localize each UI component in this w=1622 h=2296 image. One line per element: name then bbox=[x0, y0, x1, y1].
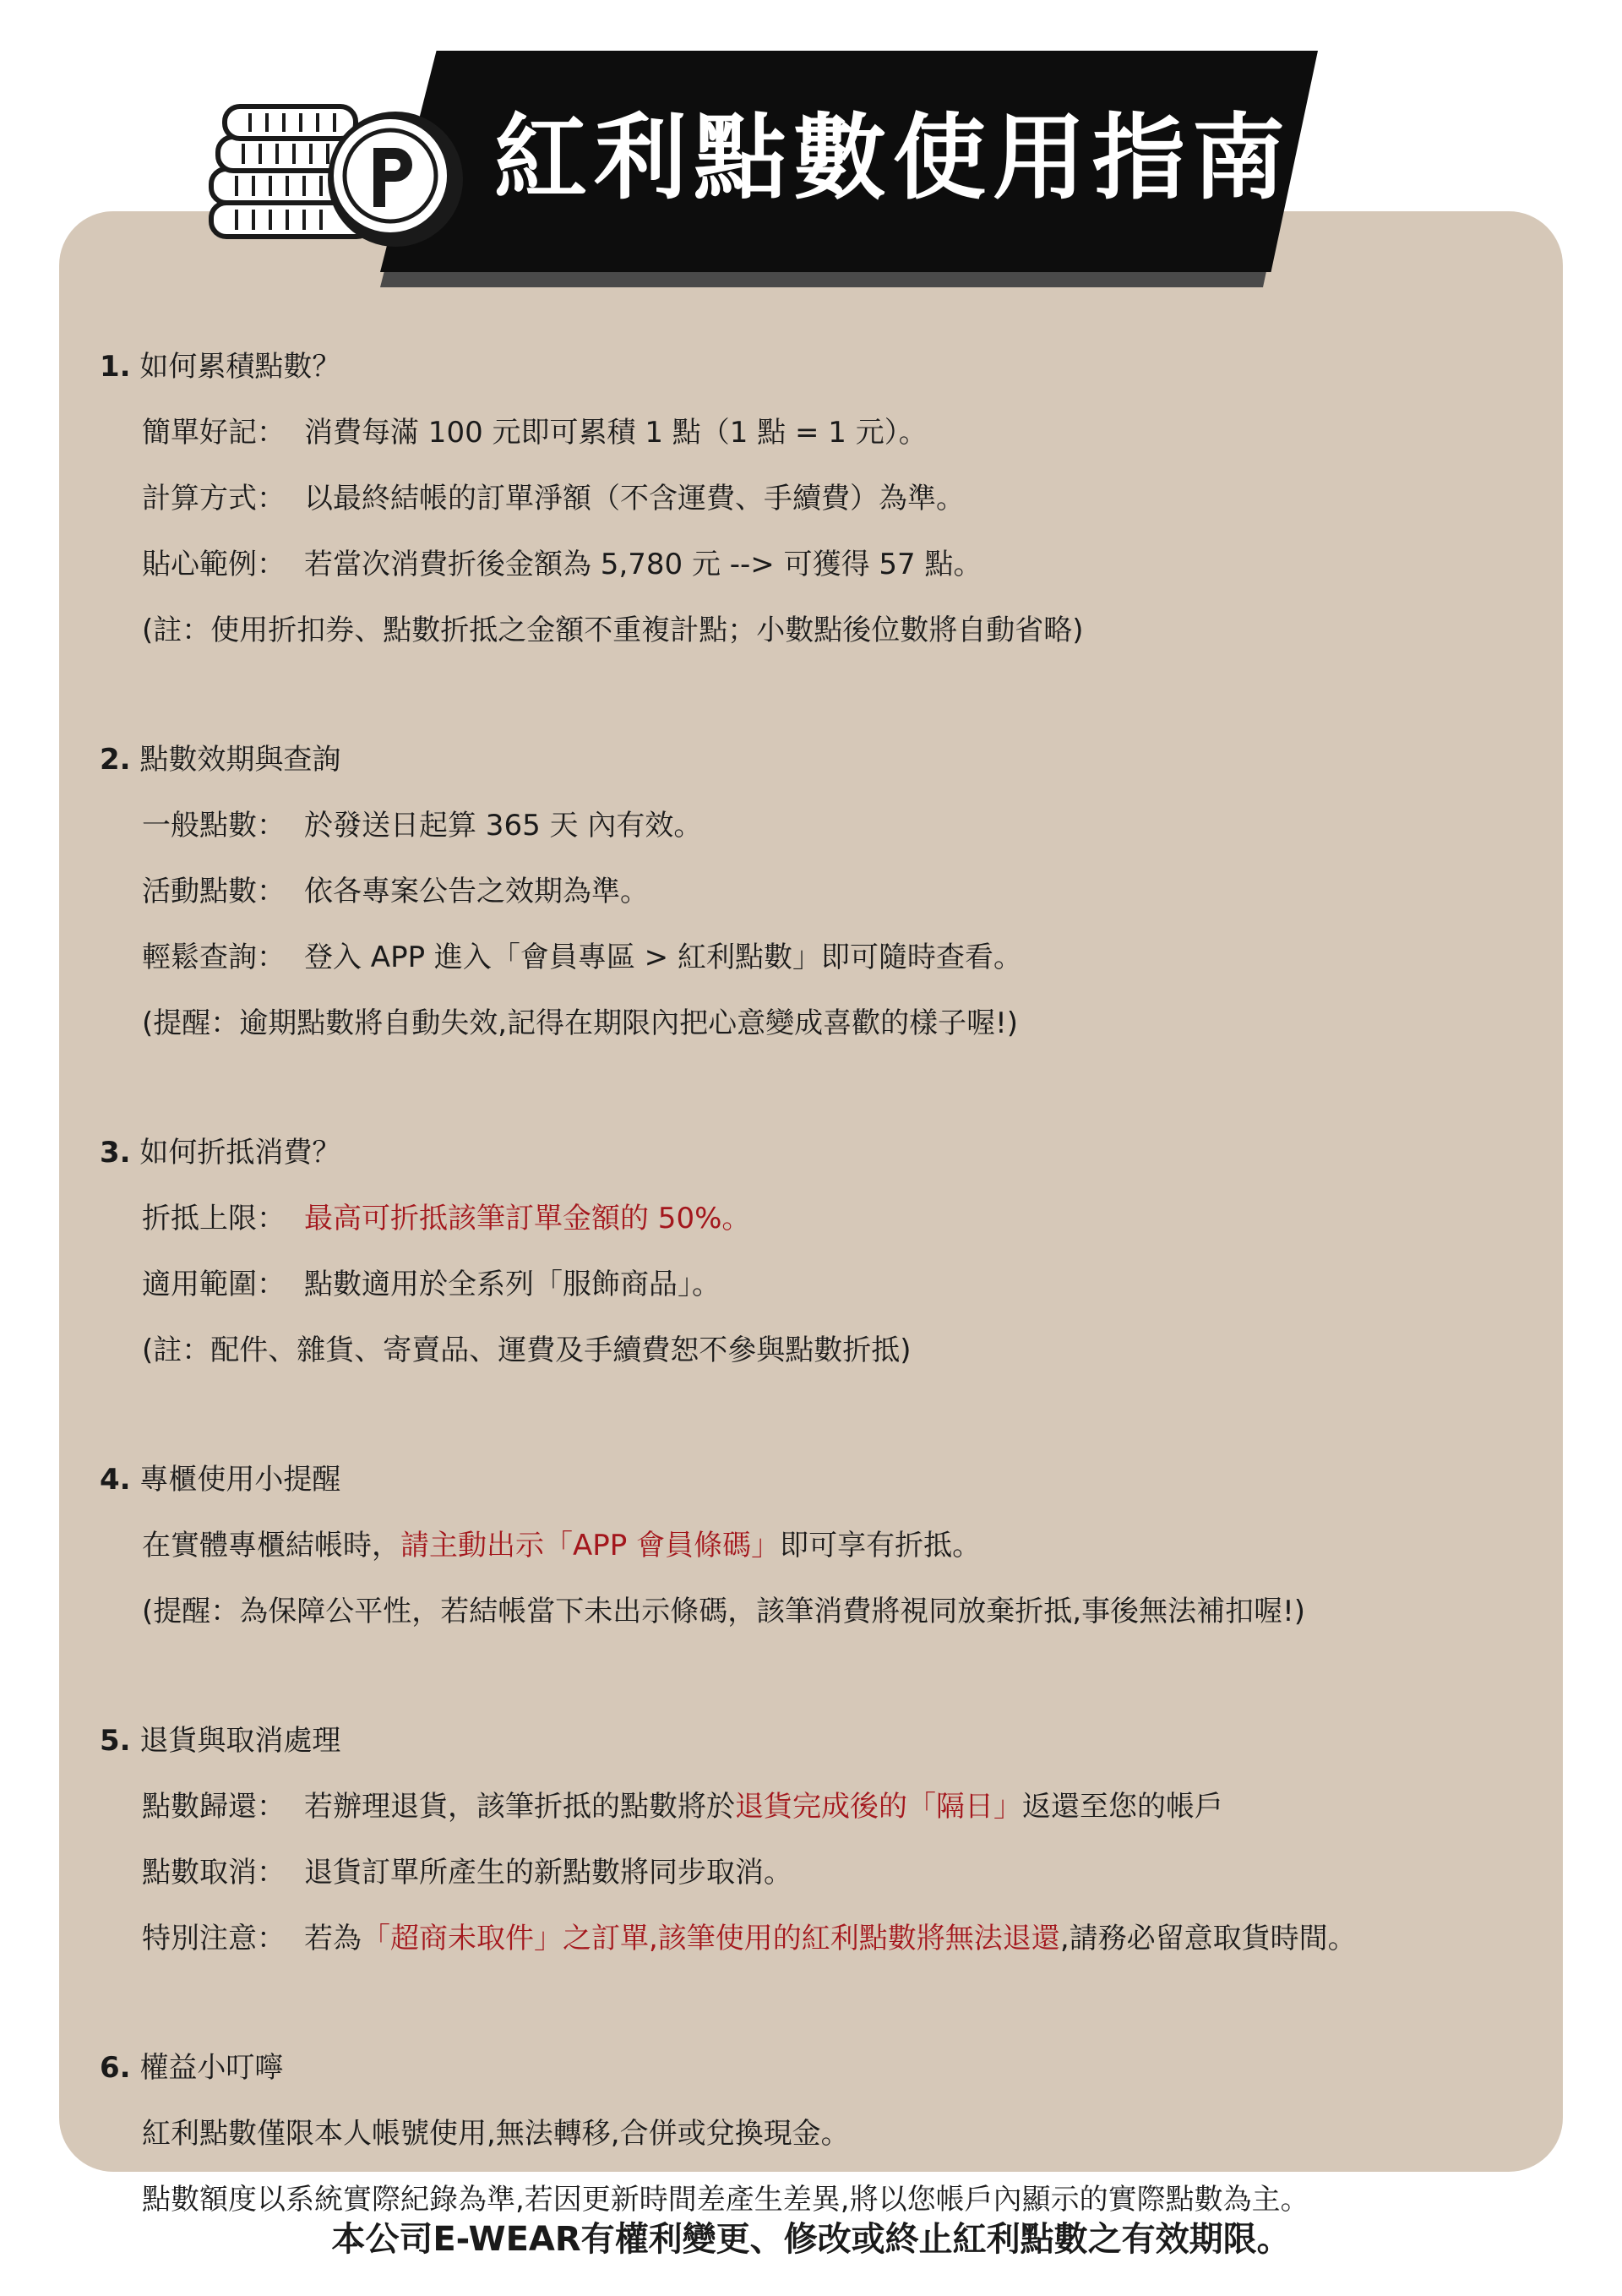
section-number: 4. bbox=[100, 1463, 131, 1497]
row-text: 點數額度以系統實際紀錄為準,若因更新時間差產生差異,將以您帳戶內顯示的實際點數為主。 bbox=[142, 2183, 1309, 2217]
section-title: 專櫃使用小提醒 bbox=[139, 1463, 341, 1497]
guide-content bbox=[100, 334, 1536, 2296]
coin-stack-p-icon bbox=[203, 101, 482, 254]
row-label: 點數歸還： bbox=[142, 1790, 286, 1824]
section-title: 權益小叮嚀 bbox=[139, 2051, 284, 2085]
row-text: 紅利點數僅限本人帳號使用,無法轉移,合併或兌換現金。 bbox=[142, 2117, 850, 2151]
row-label: 活動點數： bbox=[142, 875, 286, 908]
row-text: 於發送日起算 365 天 內有效。 bbox=[304, 809, 703, 843]
row-label: 一般點數： bbox=[142, 809, 286, 843]
row-text: 若辦理退貨，該筆折抵的點數將於 bbox=[304, 1790, 735, 1824]
row-label: 折抵上限： bbox=[142, 1202, 286, 1235]
section-title: 點數效期與查詢 bbox=[139, 743, 341, 777]
row-highlight: 最高可折抵該筆訂單金額的 50%。 bbox=[304, 1202, 751, 1235]
section-2 bbox=[100, 727, 1536, 1056]
row-text: (提醒：逾期點數將自動失效,記得在期限內把心意變成喜歡的樣子喔!) bbox=[142, 1006, 1018, 1040]
section-5 bbox=[100, 1708, 1536, 1972]
row-text: 登入 APP 進入「會員專區 > 紅利點數」即可隨時查看。 bbox=[304, 941, 1022, 974]
section-row bbox=[100, 793, 1536, 859]
section-title: 如何累積點數？ bbox=[139, 350, 341, 384]
section-1 bbox=[100, 334, 1536, 663]
row-text: (提醒：為保障公平性，若結帳當下未出示條碼，該筆消費將視同放棄折抵,事後無法補扣喔!) bbox=[142, 1595, 1305, 1628]
section-row bbox=[100, 1774, 1536, 1840]
section-title: 退貨與取消處理 bbox=[139, 1724, 341, 1758]
row-text: 依各專案公告之效期為準。 bbox=[304, 875, 649, 908]
row-text: 若為 bbox=[304, 1922, 362, 1955]
section-row bbox=[100, 924, 1536, 990]
section-row bbox=[100, 859, 1536, 924]
section-row bbox=[100, 1317, 1536, 1383]
row-label: 適用範圍： bbox=[142, 1268, 286, 1301]
row-label: 輕鬆查詢： bbox=[142, 941, 286, 974]
section-heading bbox=[100, 334, 1536, 400]
section-row bbox=[100, 1513, 1536, 1579]
section-number: 6. bbox=[100, 2051, 131, 2085]
section-row bbox=[100, 597, 1536, 663]
section-row bbox=[100, 2101, 1536, 2167]
section-number: 2. bbox=[100, 743, 131, 777]
section-heading bbox=[100, 1120, 1536, 1186]
section-heading bbox=[100, 2035, 1536, 2101]
section-title: 如何折抵消費？ bbox=[139, 1136, 341, 1170]
row-highlight: 「超商未取件」之訂單,該筆使用的紅利點數將無法退還 bbox=[362, 1922, 1060, 1955]
section-row bbox=[100, 1906, 1536, 1972]
row-text-after: ,請務必留意取貨時間。 bbox=[1059, 1922, 1357, 1955]
section-6 bbox=[100, 2035, 1536, 2233]
section-4 bbox=[100, 1447, 1536, 1644]
row-highlight: 退貨完成後的「隔日」 bbox=[735, 1790, 1022, 1824]
row-text: 退貨訂單所產生的新點數將同步取消。 bbox=[304, 1856, 792, 1890]
row-text: (註：配件、雜貨、寄賣品、運費及手續費恕不參與點數折抵) bbox=[142, 1333, 912, 1367]
section-row bbox=[100, 400, 1536, 466]
row-text: 消費每滿 100 元即可累積 1 點（1 點 = 1 元）。 bbox=[304, 416, 928, 450]
section-number: 1. bbox=[100, 350, 131, 384]
section-3 bbox=[100, 1120, 1536, 1383]
section-row bbox=[100, 1186, 1536, 1252]
section-row bbox=[100, 990, 1536, 1056]
row-text: 在實體專櫃結帳時， bbox=[142, 1529, 400, 1562]
row-label: 簡單好記： bbox=[142, 416, 286, 450]
row-text: 若當次消費折後金額為 5,780 元 --> 可獲得 57 點。 bbox=[304, 548, 982, 581]
section-row bbox=[100, 1840, 1536, 1906]
row-text: (註：使用折扣券、點數折抵之金額不重複計點；小數點後位數將自動省略) bbox=[142, 614, 1084, 647]
row-text: 以最終結帳的訂單淨額（不含運費、手續費）為準。 bbox=[304, 482, 965, 515]
row-text: 點數適用於全系列「服飾商品」。 bbox=[304, 1268, 721, 1301]
section-row bbox=[100, 532, 1536, 597]
row-label: 特別注意： bbox=[142, 1922, 286, 1955]
section-number: 5. bbox=[100, 1724, 131, 1758]
row-text-after: 返還至您的帳戶 bbox=[1022, 1790, 1223, 1824]
row-label: 計算方式： bbox=[142, 482, 286, 515]
row-label: 點數取消： bbox=[142, 1856, 286, 1890]
page-title: 紅利點數使用指南 bbox=[494, 104, 1292, 212]
row-text-after: 即可享有折抵。 bbox=[780, 1529, 982, 1562]
section-heading bbox=[100, 727, 1536, 793]
section-heading bbox=[100, 1708, 1536, 1774]
section-row bbox=[100, 1252, 1536, 1317]
section-number: 3. bbox=[100, 1136, 131, 1170]
section-row bbox=[100, 466, 1536, 532]
footer-disclaimer: 本公司E-WEAR有權利變更、修改或終止紅利點數之有效期限。 bbox=[331, 2220, 1291, 2259]
row-highlight: 請主動出示「APP 會員條碼」 bbox=[400, 1529, 781, 1562]
section-heading bbox=[100, 1447, 1536, 1513]
section-row bbox=[100, 1579, 1536, 1644]
row-label: 貼心範例： bbox=[142, 548, 286, 581]
